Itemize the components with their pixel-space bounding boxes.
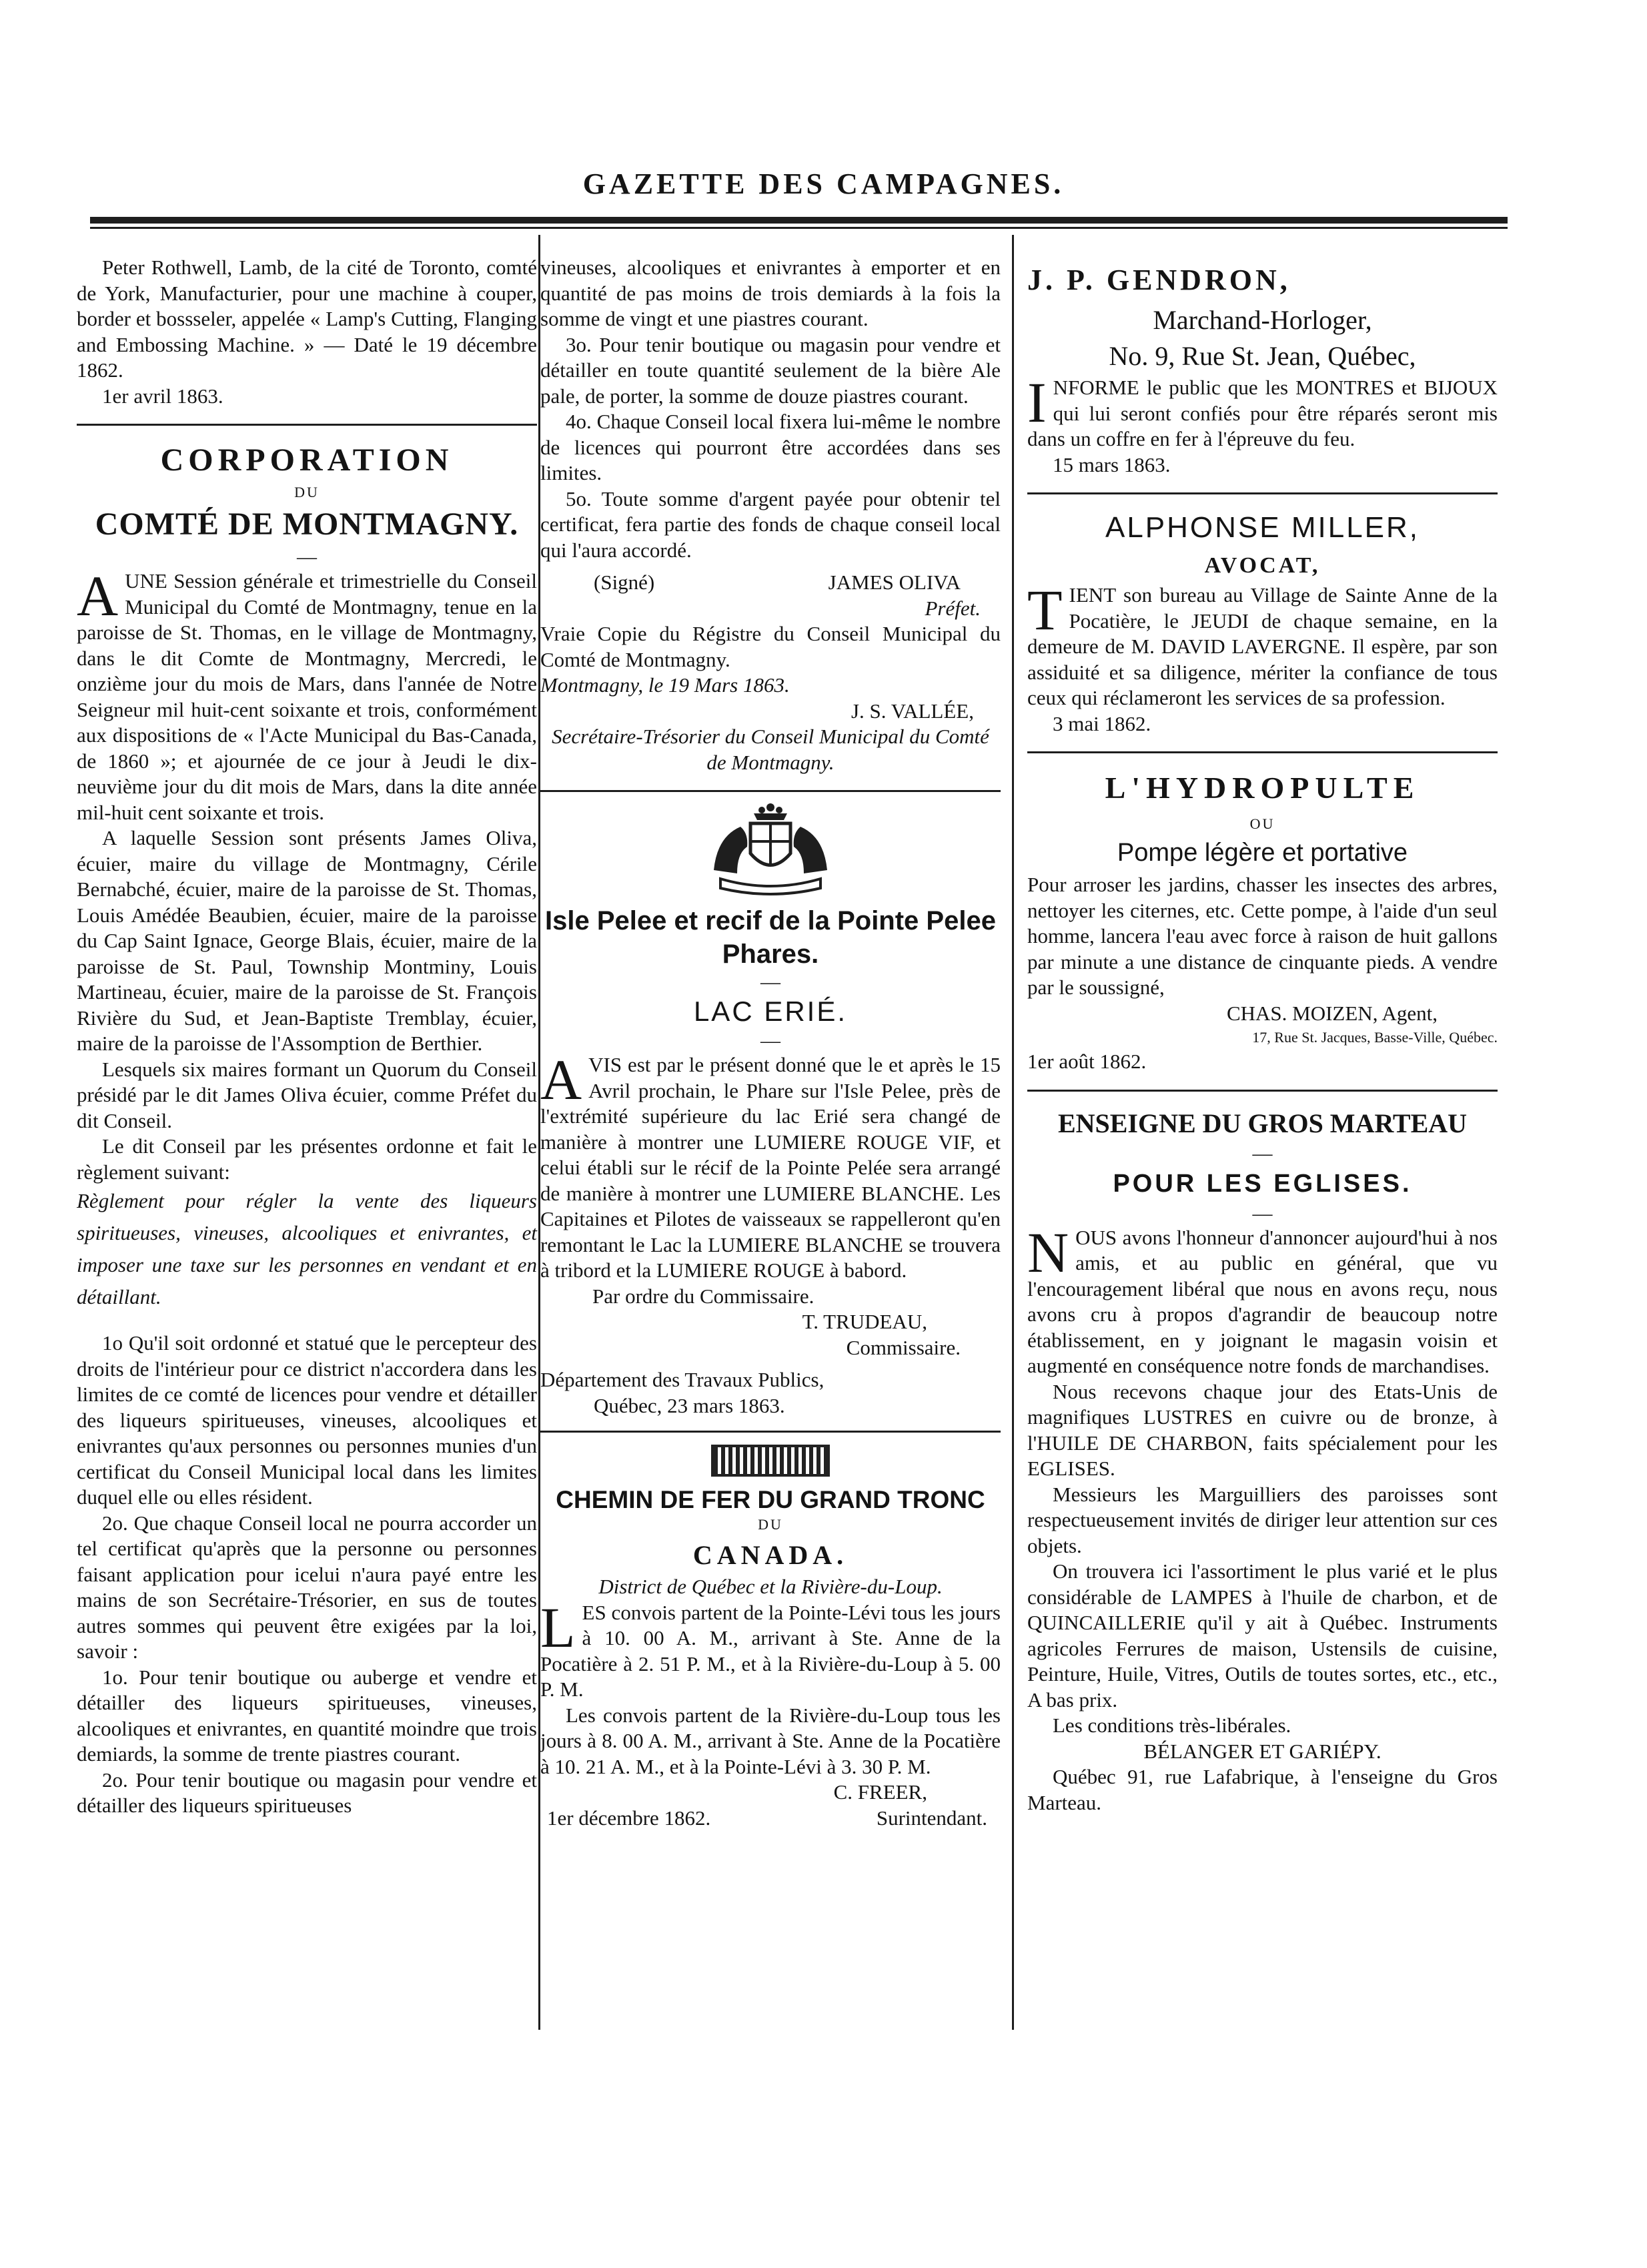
miller-name: ALPHONSE MILLER, xyxy=(1105,511,1420,544)
masthead: GAZETTE DES CAMPAGNES. xyxy=(582,167,1065,200)
dash-separator: — xyxy=(760,1030,780,1052)
masthead-rule-thick xyxy=(90,217,1508,224)
railway-du: DU xyxy=(758,1516,783,1533)
railway-date: 1er décembre 1862. xyxy=(547,1806,711,1830)
drop-cap: I xyxy=(1027,370,1047,434)
marteau-heading: ENSEIGNE DU GROS MARTEAU xyxy=(1057,1108,1468,1138)
hydropulte-date: 1er août 1862. xyxy=(1027,1050,1147,1073)
marteau-signature: BÉLANGER ET GARIÉPY. xyxy=(1143,1739,1382,1763)
column-left xyxy=(77,255,537,1819)
patent-notice: Peter Rothwell, Lamb, de la cité de Toronto, comté de York, Manufacturier, pour une machine à couper, border et bossseler, appelée « Lamp's Cutting, Flanging and Embossing Machine. » — Daté le 19 décembre 1862. xyxy=(77,256,537,382)
marteau-address: Québec 91, rue Lafabrique, à l'enseigne du Gros Marteau. xyxy=(1027,1765,1498,1814)
railway-heading: CHEMIN DE FER DU GRAND TRONC xyxy=(556,1486,985,1513)
gendron-trade: Marchand-Horloger, xyxy=(1153,305,1372,335)
article-2: 2o. Que chaque Conseil local ne pourra accorder un tel certificat qu'après que la personne ou personnes faisant application pour icelui n'aura payé entre les mains de son Secrétaire-Trésorier, en sus de toutes autres sommes qui peuvent être exigées par la loi, savoir : xyxy=(77,1511,537,1663)
railway-signer-title: Surintendant. xyxy=(876,1806,987,1830)
divider xyxy=(540,790,1001,792)
hydropulte-text: Pour arroser les jardins, chasser les insectes des arbres, nettoyer les citernes, etc. Cette pompe, à l'aide d'un seul homme, lancera l'eau avec force à raison de huit gallons par minute a une distance de cinquante pieds. A vendre par le soussigné, xyxy=(1027,873,1498,999)
miller-notice xyxy=(1027,578,1498,711)
signed-label: (Signé) xyxy=(594,571,655,594)
divider xyxy=(1027,1090,1498,1092)
miller-date: 3 mai 1862. xyxy=(1053,711,1151,735)
drop-cap: T xyxy=(1027,578,1063,642)
dash-separator: — xyxy=(760,971,780,993)
lighthouse-notice xyxy=(540,1048,1001,1284)
gendron-notice xyxy=(1027,370,1498,452)
marteau-text: OUS avons l'honneur d'annoncer aujourd'hui à nos amis, et au public en général, que vu l'encouragement libéral que nous en avons reçu, nous avons cru à propos d'agrandir de beaucoup notre établissement, en y joignant le magasin voisin et augmenté en conséquence notre fonds de marchandises. xyxy=(1027,1225,1498,1377)
gendron-address: No. 9, Rue St. Jean, Québec, xyxy=(1109,341,1416,371)
order-paragraph: Le dit Conseil par les présentes ordonne et fait le règlement suivant: xyxy=(77,1134,537,1184)
gendron-date: 15 mars 1863. xyxy=(1053,452,1171,476)
article-1: 1o Qu'il soit ordonné et statué que le percepteur des droits de l'intérieur pour ce district n'accordera dans les limites de ce comté de licences pour vendre et détailler des liqueurs spiritueuses, vineuses, alcooliques et enivrantes qu'aux personnes ou personnes munies d'un certificat du Conseil Municipal local dans les limites duquel elle ou elles résident. xyxy=(77,1331,537,1509)
column-right xyxy=(1027,255,1498,1816)
railway-schedule-2: Les convois partent de la Rivière-du-Loup tous les jours à 8. 00 A. M., arrivant à Ste. Anne de la Pocatière à 10. 21 A. M., et à la Pointe-Lévi à 3. 30 P. M. xyxy=(540,1703,1001,1778)
dash-separator: — xyxy=(1252,1202,1273,1224)
column-middle xyxy=(540,255,1001,1831)
hydropulte-ou: OU xyxy=(1249,815,1275,832)
divider xyxy=(77,424,537,426)
train-icon xyxy=(711,1445,830,1477)
drop-cap: N xyxy=(1027,1220,1069,1284)
commissioner-name: T. TRUDEAU, xyxy=(802,1310,927,1333)
railway-district: District de Québec et la Rivière-du-Loup. xyxy=(598,1575,943,1598)
hydropulte-subtitle: Pompe légère et portative xyxy=(1117,839,1408,867)
regulation-title: Règlement pour régler la vente des liqueurs spiritueuses, vineuses, alcooliques et enivrantes, et imposer une taxe sur les personnes en vendant et en détaillant. xyxy=(77,1189,537,1308)
commissioner-title: Commissaire. xyxy=(846,1335,961,1359)
lac-erie-heading: LAC ERIÉ. xyxy=(693,996,848,1027)
article-5: 5o. Toute somme d'argent payée pour obtenir tel certificat, fera partie des fonds de chaque conseil local qui l'aura accordé. xyxy=(540,486,1001,562)
article-3: 3o. Pour tenir boutique ou magasin pour vendre et détailler en toute quantité seulement de la bière Ale pale, de porter, la somme de douze piastres courant. xyxy=(540,332,1001,408)
attendees-paragraph: A laquelle Session sont présents James Oliva, écuier, maire du village de Montmagny, Cérile Bernabché, écuier, maire de la paroisse de St. Thomas, Louis Amédée Beaubien, écuier, maire de la paroisse du Cap Saint Ignace, George Blais, écuier, maire de la paroisse de St. Paul, Township Montminy, Louis Martineau, écuier, maire de la paroisse de St. François Rivière du Sud, et Jean-Baptiste Tremblay, écuier, maire de la paroisse de l'Assomption de Berthier. xyxy=(77,826,537,1055)
hydropulte-heading: L'HYDROPULTE xyxy=(1105,771,1420,805)
drop-cap: L xyxy=(540,1595,576,1659)
hydropulte-address: 17, Rue St. Jacques, Basse-Ville, Québec. xyxy=(1252,1029,1498,1046)
true-copy: Vraie Copie du Régistre du Conseil Municipal du Comté de Montmagny. xyxy=(540,622,1001,671)
corporation-heading: CORPORATION xyxy=(160,442,454,478)
secretary-title: Secrétaire-Trésorier du Conseil Municipal du Comté de Montmagny. xyxy=(552,725,989,774)
session-text: UNE Session générale et trimestrielle du Conseil Municipal du Comté de Montmagny, tenue en la paroisse de St. Thomas, en le village de Montmagny, dans le dit Comte de Montmagny, Mercredi, le onzième jour du mois de Mars, dans l'année de Notre Seigneur mil huit-cent soixante et trois, conformément aux dispositions de « l'Acte Municipal du Bas-Canada, de 1860 »; et ajournée de ce jour à Jeudi le dix-neuvième jour du dit mois de Mars, dans la dite année mil-huit cent soixante et trois. xyxy=(77,569,537,824)
corporation-du: DU xyxy=(294,484,320,500)
marteau-subtitle: POUR LES EGLISES. xyxy=(1113,1169,1412,1198)
drop-cap: A xyxy=(540,1048,582,1112)
marteau-notice xyxy=(1027,1220,1498,1379)
miller-title: AVOCAT, xyxy=(1204,553,1321,578)
patent-date: 1er avril 1863. xyxy=(102,384,223,408)
gendron-text: NFORME le public que les MONTRES et BIJOUX qui lui seront confiés pour être réparés seront mis dans un coffre en fer à l'épreuve du feu. xyxy=(1027,376,1498,450)
railway-canada: CANADA. xyxy=(692,1540,849,1570)
session-paragraph xyxy=(77,564,537,825)
marteau-paragraph-4: On trouvera ici l'assortiment le plus varié et le plus considérable de LAMPES à l'huile de charbon, et de QUINCAILLERIE qu'il y ait à Québec. Instruments agricoles Ferrures de maison, Ustensils de cuisine, Peinture, Huile, Vitres, Outils de toutes sortes, etc., etc., A bas prix. xyxy=(1027,1559,1498,1712)
divider xyxy=(1027,751,1498,753)
dash-separator: — xyxy=(297,546,317,568)
place-date: Montmagny, le 19 Mars 1863. xyxy=(540,673,790,697)
county-heading: COMTÉ DE MONTMAGNY. xyxy=(95,506,519,542)
hydropulte-agent: CHAS. MOIZEN, Agent, xyxy=(1226,1001,1438,1025)
railway-schedule-text: ES convois partent de la Pointe-Lévi tous les jours à 10. 00 A. M., arrivant à Ste. Anne de la Pocatière à 2. 51 P. M., et à la Rivière-du-Loup à 5. 00 P. M. xyxy=(540,1600,1001,1701)
article-2-1: 1o. Pour tenir boutique ou auberge et vendre et détailler des liqueurs spiritueuses, vineuses, alcooliques et enivrantes, en quantité moindre que trois demiards, la somme de trente piastres courant. xyxy=(77,1665,537,1766)
divider xyxy=(1027,492,1498,494)
masthead-rule-thin xyxy=(90,227,1508,229)
drop-cap: A xyxy=(77,564,119,628)
department-date: Québec, 23 mars 1863. xyxy=(594,1393,785,1417)
quorum-paragraph: Lesquels six maires formant un Quorum du Conseil présidé par le dit James Oliva écuier, comme Préfet du dit Conseil. xyxy=(77,1057,537,1132)
railway-sig-row xyxy=(540,1806,1001,1832)
signer-title: Préfet. xyxy=(925,596,981,620)
order-line: Par ordre du Commissaire. xyxy=(592,1284,814,1308)
gendron-name: J. P. GENDRON, xyxy=(1027,264,1291,296)
marteau-conditions: Les conditions très-libérales. xyxy=(1053,1714,1291,1737)
marteau-paragraph-3: Messieurs les Marguilliers des paroisses sont respectueusement invités de diriger leur attention sur ces objets. xyxy=(1027,1482,1498,1557)
marteau-paragraph-2: Nous recevons chaque jour des Etats-Unis de magnifiques LUSTRES en cuivre ou de bronze, à l'HUILE DE CHARBON, faits spécialement pour les EGLISES. xyxy=(1027,1379,1498,1480)
miller-text: IENT son bureau au Village de Sainte Anne de la Pocatière, le JEUDI de chaque semaine, en la demeure de M. DAVID LAVERGNE. Il espère, par son assiduité et sa diligence, mériter la confiance de tous ceux qui réclameront les services de sa profession. xyxy=(1027,583,1498,709)
column-divider-right xyxy=(1012,235,1014,2030)
railway-signer: C. FREER, xyxy=(833,1780,927,1804)
isle-pelee-heading: Isle Pelee et recif de la Pointe Pelee Phares. xyxy=(545,906,996,969)
department: Département des Travaux Publics, xyxy=(540,1368,825,1391)
secretary-name: J. S. VALLÉE, xyxy=(851,699,974,723)
signature-row xyxy=(540,570,1001,596)
railway-schedule-1 xyxy=(540,1595,1001,1703)
article-4: 4o. Chaque Conseil local fixera lui-même le nombre de licences qui pourront être accordées dans ses limites. xyxy=(540,410,1001,484)
divider xyxy=(540,1431,1001,1433)
lighthouse-text: VIS est par le présent donné que le et après le 15 Avril prochain, le Phare sur l'Isle Pelee, près de l'extrémité supérieure du lac Erié sera changé de manière à montrer une LUMIERE ROUGE VIF, et celui établi sur le récif de la Pointe Pelée sera arrangé de manière à montrer une LUMIERE BLANCHE. Les Capitaines et Pilotes de vaisseaux se rappelleront qu'en remontant le Lac la LUMIERE BLANCHE se trouvera à tribord et la LUMIERE ROUGE à babord. xyxy=(540,1053,1001,1282)
article-2-2: 2o. Pour tenir boutique ou magasin pour vendre et détailler des liqueurs spiritueuses xyxy=(77,1768,537,1817)
royal-coat-of-arms-icon xyxy=(700,800,841,900)
signer-name: JAMES OLIVA xyxy=(828,571,961,594)
article-2-2-cont: vineuses, alcooliques et enivrantes à emporter et en quantité de pas moins de trois demiards à la fois la somme de vingt et une piastres courant. xyxy=(540,256,1001,330)
dash-separator: — xyxy=(1252,1142,1273,1164)
